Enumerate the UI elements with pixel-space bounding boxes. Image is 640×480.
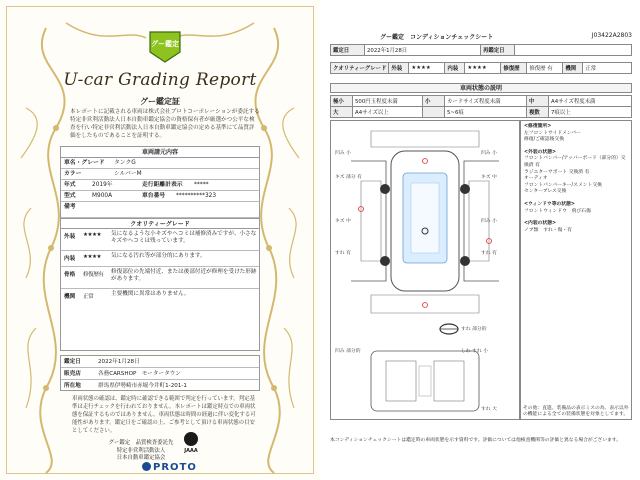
vehicle-row	[61, 202, 259, 218]
year-value: 2019年	[92, 182, 113, 188]
remarks-value	[89, 202, 259, 217]
notes-line: <ウィンドウ等の状態>	[524, 201, 575, 207]
year-label: 年式	[64, 182, 76, 188]
notes-line: フロントバンパーキー/スメント交換	[524, 182, 602, 188]
appraisal-date-label: 鑑定日	[64, 359, 81, 365]
legend-value: A4サイズ程度未満	[549, 96, 632, 107]
exterior-label: 外装	[389, 63, 409, 74]
quality-table	[330, 62, 632, 74]
chassis-label: 車台番号	[142, 193, 166, 199]
notes-line: オーディオ	[524, 176, 548, 182]
notes-line: ノブ類 すれ・傷・有	[524, 227, 572, 233]
legend-value: カードサイズ程度未満	[445, 96, 527, 107]
notes-line: 修復/ご確認後交換	[524, 137, 564, 143]
car-outline-diagram	[331, 121, 519, 419]
interior-value: ★★★★	[465, 63, 501, 74]
color-label: カラー	[64, 171, 82, 177]
grade-key: 内装	[64, 256, 76, 262]
legend-key: 小	[423, 96, 445, 107]
damage-label: すれ 大	[481, 407, 497, 412]
legend-key: 中	[527, 96, 549, 107]
goo-kantei-badge-icon	[146, 30, 184, 64]
proto-mark-icon	[142, 462, 151, 471]
address-row	[61, 380, 259, 392]
reappraisal-value	[515, 45, 632, 56]
grade-key: 機関	[64, 294, 76, 300]
notes-line: <修復箇所>	[524, 124, 552, 129]
notes-line: 左フロントサイドメンバー	[524, 130, 581, 136]
address-value: 群馬県伊勢崎市赤堀今井町1-201-1	[98, 383, 187, 389]
quality-grade-header: クオリティーグレード	[61, 218, 259, 229]
association-name: グー鑑定 品質検査委託先 特定非営利活動法人 日本自動車鑑定協会	[108, 440, 174, 461]
sheet-id: J03422A2803	[591, 32, 632, 39]
remarks-label: 備考	[64, 204, 76, 210]
grade-desc: 修復部位の先端付近、または後部付近が修理を受けた形跡があります。	[111, 269, 257, 282]
grade-row	[61, 251, 259, 267]
legend-value: 500円玉程度未満	[353, 96, 423, 107]
notes-line: フロントウィンドウ 飛び石傷	[524, 208, 591, 214]
legend-key: 大	[331, 107, 353, 118]
notes-line: <外装の状態>	[524, 149, 557, 155]
damage-label: キズ 中	[481, 175, 497, 180]
legend-value: 7痕以上	[549, 107, 632, 118]
vehicle-row	[61, 158, 259, 169]
vehicle-info-header: 車両請元内容	[61, 147, 259, 158]
vehicle-row	[61, 191, 259, 202]
vehicle-row	[61, 169, 259, 180]
certificate-note: 車両状態の確認は、鑑定時に確認できる範囲で判定を行っています。判定基準は走行チェックを行われておりません。本レポートは鑑定時点での車両状態を保証するものではありません。車両状態は時間の経過に伴い変化する可能性があります。鑑定日をご確認の上、ご参考として頂ける車両状態の目安としてください。	[72, 396, 256, 434]
appraisal-date-value: 2022年1月28日	[98, 359, 140, 365]
repair-label: 修復歴	[501, 63, 527, 74]
sheet-footer: 本コンディションチェックシートは鑑定時の車両状態を示す資料です。評価については他検査機関等の評価と異なる場合がございます。	[330, 438, 622, 443]
damage-label: 凹み 小	[481, 219, 497, 224]
damage-label: キズ 中	[335, 219, 351, 224]
damage-label: すれ 部分的	[461, 327, 487, 332]
legend-key	[423, 107, 445, 118]
shop-value: 各務CARSHOP モータータウン	[98, 371, 181, 377]
proto-label: PROTO	[153, 462, 197, 473]
damage-label: すれ 有	[335, 251, 351, 256]
legend-table	[330, 95, 632, 118]
interior-label: 内装	[445, 63, 465, 74]
grade-row	[61, 229, 259, 251]
grade-stars: ★★★★	[83, 254, 102, 260]
vehicle-row	[61, 180, 259, 191]
engine-value: 正常	[583, 63, 632, 74]
notes-line: センターブレス交換	[524, 189, 567, 195]
jaaa-logo-icon	[178, 430, 204, 454]
exterior-value: ★★★★	[409, 63, 445, 74]
grade-desc: 主要機関に異常はありません。	[111, 291, 190, 297]
jaaa-label: JAAA	[184, 448, 198, 454]
notes-line: フロントバンパー/アッパーボード（部分的）交換済 有	[524, 156, 626, 168]
date-label: 鑑定日	[331, 45, 365, 56]
certificate-description: 本レポートに記載される車両は株式会社プロトコーポレーションが委託する特定非営利活動法人日本自動車鑑定協会の資格保有者が厳選かつ公平な検査を行い特定非営利活動法人日本自動車鑑定協会の定める基準にて品質評価をしたものであることを証明する。	[70, 109, 260, 139]
equipment-note: その他：直進、装備品の表示ミスの為、表示以外の機能による全ての装備状態を対象としてます。	[523, 406, 629, 417]
damage-label: 凹み 部分的	[335, 349, 361, 354]
grade-row	[61, 267, 259, 289]
appraisal-info-box	[60, 355, 260, 391]
reappraisal-label: 再鑑定日	[481, 45, 515, 56]
legend-value: A4サイズ以上	[353, 107, 423, 118]
appraisal-date-row	[61, 356, 259, 368]
legend-key: 複数	[527, 107, 549, 118]
model-value: M900A	[92, 193, 113, 199]
mileage-label: 走行距離計表示	[142, 182, 183, 188]
grade-stars: 修復歴有	[83, 272, 104, 278]
grade-row	[61, 289, 259, 305]
address-label: 所在地	[64, 383, 81, 389]
badge-label: グー鑑定	[151, 40, 179, 48]
shop-label: 販売店	[64, 371, 81, 377]
condition-notes	[520, 120, 632, 420]
mileage-value: *****	[194, 182, 209, 188]
damage-label: 凹み 小	[481, 151, 497, 156]
engine-label: 機関	[563, 63, 583, 74]
condition-sheet-panel	[320, 0, 640, 480]
legend-key: 極小	[331, 96, 353, 107]
vehicle-info-box	[60, 146, 260, 351]
chassis-value: **********323	[176, 193, 217, 199]
damage-label: すれ 有	[481, 251, 497, 256]
grade-stars: 正常	[83, 294, 94, 300]
report-title: U-car Grading Report	[63, 70, 257, 90]
grade-desc: 気になるような小キズやヘコミは補修済みですが、小さなキズやヘコミは残っています。	[111, 231, 257, 244]
shop-row	[61, 368, 259, 380]
grade-key: 骨格	[64, 272, 76, 278]
vehicle-diagram	[330, 120, 520, 420]
model-label: 型式	[64, 193, 76, 199]
color-value: シルバーM	[114, 171, 142, 177]
repair-value: 修復歴 有	[527, 63, 563, 74]
car-name-value: タンクG	[114, 160, 136, 166]
grade-desc: 気になる汚れ等が部分的にあります。	[111, 253, 206, 259]
sheet-title: グー鑑定 コンディションチェックシート	[380, 34, 494, 41]
notes-line: <内装の状態>	[524, 221, 557, 227]
damage-label: 凹み 小	[335, 151, 351, 156]
damage-label: キズ 部分 有	[335, 175, 362, 180]
proto-logo	[142, 462, 197, 473]
quality-label: クオリティーグレード	[331, 63, 389, 74]
date-value: 2022年1月28日	[365, 45, 481, 56]
damage-label: しわ すれ 小	[461, 349, 489, 354]
grade-stars: ★★★★	[83, 232, 102, 238]
legend-value: 5~6痕	[445, 107, 527, 118]
condition-section-title: 車両状態の説明	[330, 83, 632, 93]
notes-line: ラジエターサポート 交換済 有	[524, 169, 590, 175]
date-table	[330, 44, 632, 56]
grade-key: 外装	[64, 234, 76, 240]
certificate-name: グー鑑定証	[140, 97, 180, 106]
car-name-label: 車名・グレード	[64, 160, 105, 166]
